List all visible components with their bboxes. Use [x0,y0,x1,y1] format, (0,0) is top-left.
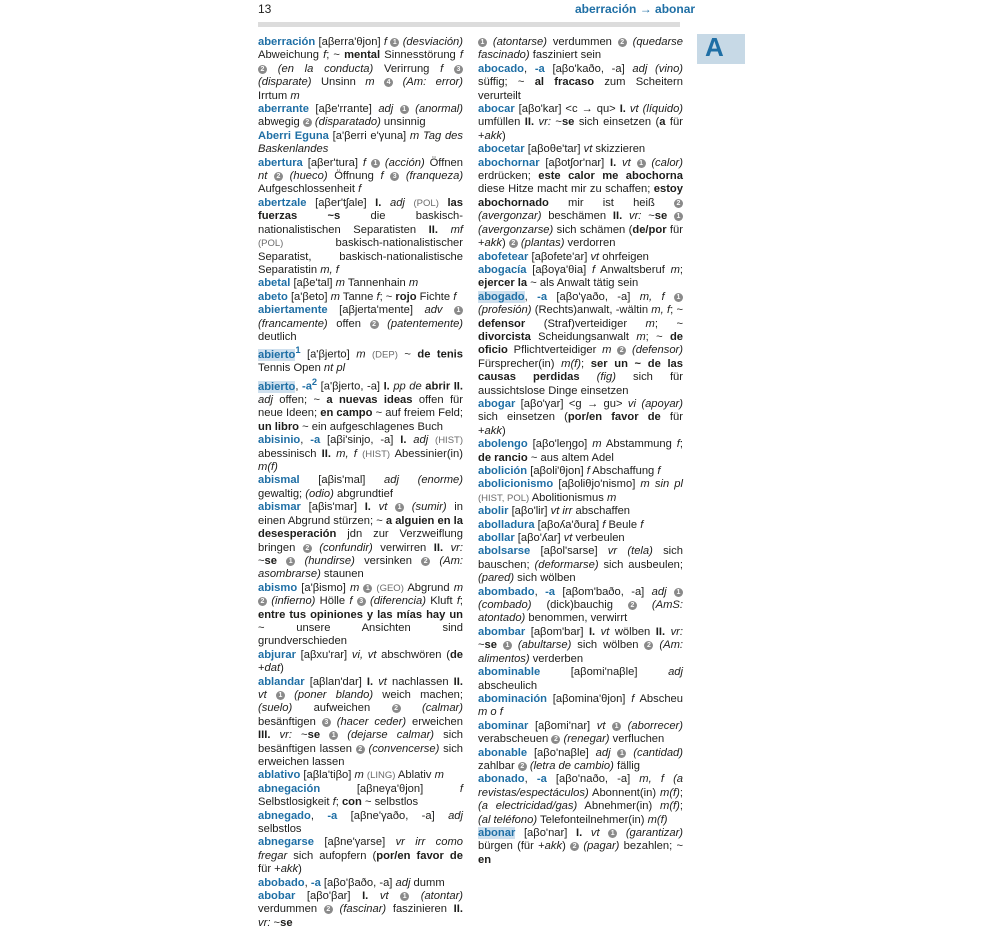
dictionary-entry: abeto [a'βeto] m Tanne f; ~ rojo Fichte f [258,290,457,303]
sense-number-badge: 2 [618,38,627,47]
headword: abochornar [478,156,540,169]
headword: -a [534,62,545,75]
dictionary-entry: abismo [a'βismo] m 1 (GEO) Abgrund m 2 (infierno) Hölle f 3 (diferencia) Kluft f; entre tus opiniones y las mías hay un ~ unsere Ansichten sind grundverschieden [258,581,464,648]
headword: abismal [258,474,300,487]
sense-number-badge: 2 [628,601,637,610]
sense-number-badge: 1 [400,105,409,114]
headword: abombado [478,585,535,598]
headword[interactable]: abierto [258,380,296,393]
headword[interactable]: abierto [258,349,296,362]
dictionary-entry: abolengo [aβo'leŋgo] m Abstammung f; de rancio ~ aus altem Adel [478,438,683,464]
sense-number-badge: 1 [454,306,463,315]
sense-number-badge: 1 [612,722,621,731]
sense-number-badge: 2 [324,905,333,914]
sense-number-badge: 1 [608,829,617,838]
dictionary-entry: abertura [aβer'tura] f 1 (acción) Öffnen nt 2 (hueco) Öffnung f 3 (franqueza) Aufgeschlossenheit f [258,156,464,196]
dictionary-entry: abochornar [aβotʃor'nar] I. vt 1 (calor) erdrücken; este calor me abochorna diese Hitze macht mir zu schaffen; estoy abochornado mir ist heiß 2 (avergonzar) beschämen II. vr: ~se 1 (avergonzarse) sich schämen (de/por für +akk) 2 (plantas) verdorren [478,156,684,250]
headword: abocado [478,62,525,75]
sense-number-badge: 1 [395,503,404,512]
headword[interactable]: abogado [478,290,525,303]
dictionary-entry: abobar [aβo'βar] I. vt 1 (atontar) verdummen 2 (fascinar) faszinieren II. vr: ~se [258,890,464,929]
sense-number-badge: 1 [276,691,285,700]
sense-number-badge: 1 [400,892,409,901]
dictionary-entry: abominación [aβomina'θjon] f Abscheu m o f [478,692,683,719]
dictionary-entry: abierto, $-a^2$ [a'βjerto, -a] I. pp de abrir II. adj offen; ~ a nuevas ideas offen für neue Ideen; en campo ~ auf freiem Feld; un libro ~ ein aufgeschlagenes Buch [258,376,464,433]
dictionary-entry: abonable [aβo'naβle] adj 1 (cantidad) zahlbar 2 (letra de cambio) fällig [478,746,683,772]
sense-number-badge: 2 [421,557,430,566]
sense-number-badge: 1 [674,588,683,597]
sense-number-badge: 2 [258,65,267,74]
headword: abjurar [258,648,296,661]
dictionary-entry: aberración [aβerra'θjon] f 1 (desviación) Abweichung f; ~ mental Sinnesstörung f 2 (en la conducta) Verirrung f 3 (disparate) Unsinn m 4 (Am: error) Irrtum m [258,36,464,102]
thumb-index-letter: A [705,32,724,62]
headword: -a [310,876,321,889]
dictionary-entry: abnegado, -a [aβne'γaðo, -a] adj selbstlos [258,809,464,836]
dictionary-entry: abolir [aβo'lir] vt irr abschaffen [478,505,631,518]
sense-number-badge: 2 [274,172,283,181]
dictionary-entry: abogar [aβo'γar] <g → gu> vi (apoyar) sich einsetzen (por/en favor de für +akk) [478,397,684,437]
sense-number-badge: 1 [503,641,512,650]
headword: abertzale [258,196,307,209]
headword: abertura [258,156,303,169]
sense-number-badge: 1 [329,731,338,740]
headword: -a [310,434,321,447]
sense-number-badge: 2 [551,735,560,744]
page-number: 13 [258,2,272,16]
right-column [478,36,683,867]
headword: ablativo [258,769,301,782]
running-head: aberración → abonar [575,2,696,16]
headword: abonado [478,773,525,786]
dictionary-entry: abolladura [aβoʎa'ðura] f Beule f [478,518,644,531]
dictionary-entry: abogacía [aβoγa'θia] f Anwaltsberuf m; ejercer la ~ als Anwalt tätig sein [478,263,683,290]
dictionary-entry: abismal [aβis'mal] adj (enorme) gewaltig; (odio) abgrundtief [258,474,463,500]
sense-number-badge: 2 [356,745,365,754]
dictionary-entry: abominable [aβomi'naβle] adj abscheulich [478,666,683,692]
dictionary-entry: abnegación [aβneγa'θjon] f Selbstlosigkeit f; con ~ selbstlos [258,782,463,809]
dictionary-entry: abominar [aβomi'nar] vt 1 (aborrecer) verabscheuen 2 (renegar) verfluchen [478,719,683,746]
headword: abogacía [478,263,527,276]
dictionary-entry: abolicionismo [aβoliθjo'nismo] m sin pl (HIST, POL) Abolitionismus m [478,478,683,504]
headword: abeto [258,290,288,303]
headword: abobado [258,876,305,889]
headword: abombar [478,625,526,638]
headword: Aberri Eguna [258,129,329,142]
headword: abisinio [258,434,301,447]
sense-number-badge: 2 [303,118,312,127]
sense-number-badge: 2 [258,597,267,606]
dictionary-entry: abolsarse [aβol'sarse] vr (tela) sich bauschen; (deformarse) sich ausbeulen; (pared) sich wölben [478,545,683,585]
sense-number-badge: 1 [637,159,646,168]
dictionary-entry: abjurar [aβxu'rar] vi, vt abschwören (de +dat) [258,648,463,675]
dictionary-entry: abocar [aβo'kar] <c → qu> I. vt (líquido) umfüllen II. vr: ~se sich einsetzen (a für +akk) [478,103,684,142]
headword: abolladura [478,518,535,531]
headword: abolición [478,465,528,477]
headword: abofetear [478,250,529,263]
headword: abismar [258,501,301,514]
header-rule [258,22,680,27]
headword: 1 [295,345,301,356]
sense-number-badge: 1 [617,749,626,758]
sense-number-badge: 3 [390,172,399,181]
dictionary-entry: abobado, -a [aβo'βaðo, -a] adj dumm [258,876,445,889]
sense-number-badge: 1 [478,38,487,47]
headword: abetal [258,277,291,290]
headword: abismo [258,581,298,594]
sense-number-badge: 2 [570,842,579,851]
sense-number-badge: 1 [371,159,380,168]
headword: abogar [478,397,516,410]
headword: abonable [478,746,528,759]
headword: abolengo [478,438,528,451]
sense-number-badge: 2 [518,762,527,771]
headword: abocetar [478,143,525,156]
sense-number-badge: 3 [357,597,366,606]
dictionary-entry: Aberri Eguna [a'βerri e'γuna] m Tag des Baskenlandes [258,129,463,156]
headword: abnegado [258,809,311,822]
dictionary-entry: aberrante [aβe'rrante] adj 1 (anormal) abwegig 2 (disparatado) unsinnig [258,103,464,129]
dictionary-entry: abogado, -a [aβo'γaðo, -a] m, f 1 (profesión) (Rechts)anwalt, -wältin m, f; ~ defensor (Straf)verteidiger m; ~ divorcista Scheidungsanwalt m; ~ de oficio Pflichtverteidiger m 2 (defensor) Fürsprecher(in) m(f); ser un ~ de las causas perdidas (fig) sich für aussichtslose Dinge einsetzen [478,290,684,397]
sense-number-badge: 2 [617,346,626,355]
dictionary-entry: abollar [aβo'ʎar] vt verbeulen [478,532,625,545]
dictionary-entry: abolición [aβoli'θjon] f Abschaffung f [478,465,661,477]
dictionary-entry: abombar [aβom'bar] I. vt wölben II. vr: ~se 1 (abultarse) sich wölben 2 (Am: alimentos) verderben [478,625,684,665]
dictionary-entry: abisinio, -a [aβi'sinjo, -a] I. adj (HIST) abessinisch II. m, f (HIST) Abessinier(in) m(f) [258,434,463,474]
dictionary-entry: abetal [aβe'tal] m Tannenhain m [258,277,419,290]
dictionary-entry: 1 (atontarse) verdummen 2 (quedarse fascinado) fasziniert sein [478,36,683,62]
dictionary-entry: abocetar [aβoθe'tar] vt skizzieren [478,143,646,156]
sense-number-badge: 2 [370,320,379,329]
headword: abnegarse [258,836,314,849]
dictionary-entry: abiertamente [aβjerta'mente] adv 1 (francamente) offen 2 (patentemente) deutlich [258,304,464,343]
dictionary-entry: abnegarse [aβne'γarse] vr irr como fregar sich aufopfern (por/en favor de für +akk) [258,836,463,876]
sense-number-badge: 4 [384,78,393,87]
sense-number-badge: 1 [390,38,399,47]
headword: aberración [258,36,316,48]
sense-number-badge: 1 [674,293,683,302]
headword: -a [301,380,312,393]
sense-number-badge: 2 [509,239,518,248]
headword: abiertamente [258,304,328,317]
dictionary-entry: abofetear [aβofete'ar] vt ohrfeigen [478,250,649,263]
headword: 2 [311,376,318,387]
sense-number-badge: 2 [303,544,312,553]
dictionary-entry: abombado, -a [aβom'baðo, -a] adj 1 (combado) (dick)bauchig 2 (AmS: atontado) benommen, verwirrt [478,585,683,625]
headword: abominable [478,666,541,679]
headword: -a [536,773,547,786]
headword: abolir [478,505,509,518]
left-column [258,36,463,930]
sense-number-badge: 1 [674,212,683,221]
sense-number-badge: 2 [392,704,401,713]
dictionary-entry: ablativo [aβla'tiβo] m (LING) Ablativ m [258,769,444,782]
headword[interactable]: abonar [478,826,516,839]
sense-number-badge: 2 [644,641,653,650]
headword: abominar [478,719,529,732]
headword: -a [545,585,556,598]
headword: abnegación [258,782,321,795]
headword: abominación [478,692,547,705]
headword: abollar [478,532,515,545]
dictionary-entry: ablandar [aβlan'dar] I. vt nachlassen II. vt 1 (poner blando) weich machen; (suelo) aufweichen 2 (calmar) besänftigen 3 (hacer ceder) erweichen III. vr: ~se 1 (dejarse calmar) sich besänftigen lassen 2 (convencerse) sich erweichen lassen [258,675,464,768]
headword: -a [537,290,548,303]
dictionary-entry: abonado, -a [aβo'naðo, -a] m, f (a revistas/espectáculos) Abonnent(in) m(f); (a electricidad/gas) Abnehmer(in) m(f); (al teléfono) Telefonteilnehmer(in) m(f) [478,773,684,826]
headword: abolicionismo [478,478,554,491]
headword: aberrante [258,103,309,116]
sense-number-badge: 1 [363,584,372,593]
dictionary-entry: abismar [aβis'mar] I. vt 1 (sumir) in einen Abgrund stürzen; ~ a alguien en la desesperación jdn zur Verzweiflung bringen 2 (confundir) verwirren II. vr: ~se 1 (hundirse) versinken 2 (Am: asombrarse) staunen [258,501,464,581]
dictionary-entry: abocado, -a [aβo'kaðo, -a] adj (vino) süffig; ~ al fracaso zum Scheitern verurteilt [478,62,684,102]
headword: abolsarse [478,545,531,558]
dictionary-entry: abierto$^1$ [a'βjerto] m (DEP) ~ de tenis Tennis Open nt pl [258,345,463,375]
sense-number-badge: 1 [286,557,295,566]
sense-number-badge: 3 [454,65,463,74]
headword: abocar [478,103,515,116]
dictionary-entry: abertzale [aβer'tʃale] I. adj (POL) las fuerzas ~s die baskisch-nationalistischen Separatisten II. mf (POL) baskisch-nationalistischer Separatist, baskisch-nationalistische Separatistin m, f [258,196,464,276]
headword: -a [327,809,338,822]
headword: ablandar [258,675,305,688]
sense-number-badge: 3 [322,718,331,727]
sense-number-badge: 2 [674,199,683,208]
dictionary-entry: abonar [aβo'nar] I. vt 1 (garantizar) bürgen (für +akk) 2 (pagar) bezahlen; ~ en [478,826,684,866]
headword: abobar [258,890,296,903]
